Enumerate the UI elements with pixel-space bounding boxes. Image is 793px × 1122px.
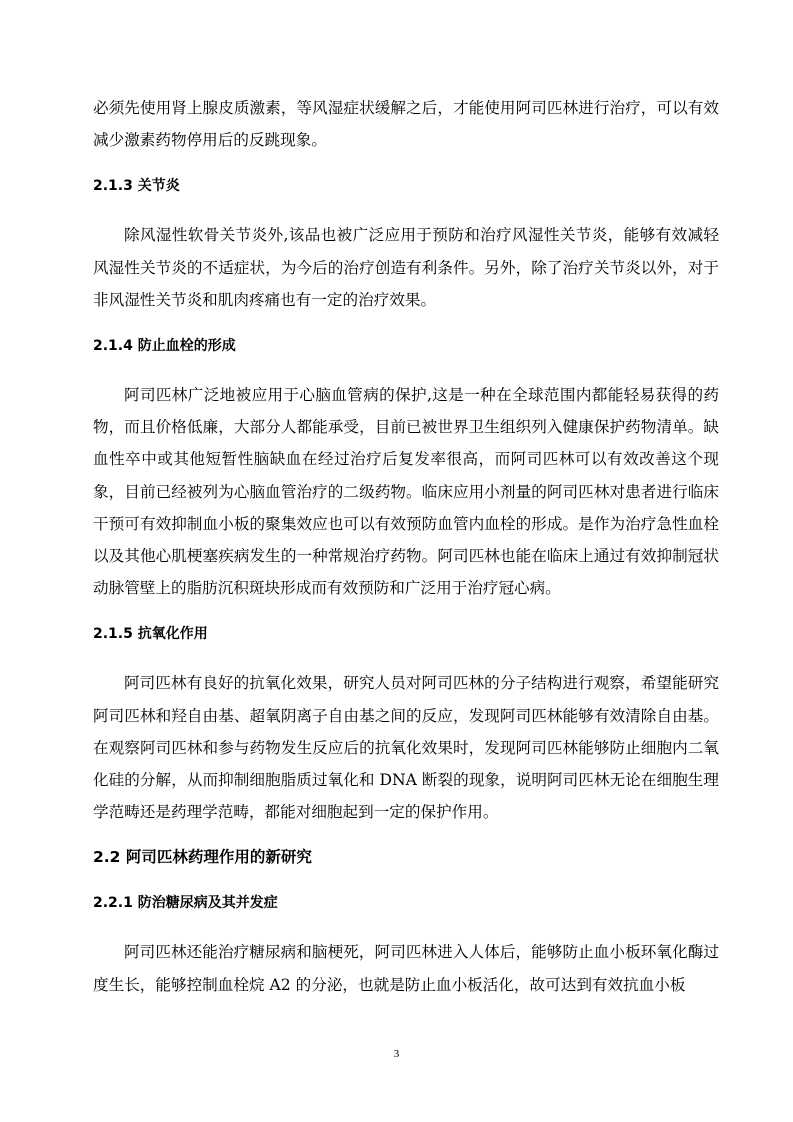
paragraph-antioxidant: 阿司匹林有良好的抗氧化效果，研究人员对阿司匹林的分子结构进行观察，希望能研究阿司匹林和羟自由基、超氧阴离子自由基之间的反应，发现阿司匹林能够有效清除自由基。在观察阿司匹林和参与药物发生反应后的抗氧化效果时，发现阿司匹林能够防止细胞内二氧化硅的分解，从而抑制细胞脂质过氧化和 DNA 断裂的现象，说明阿司匹林无论在细胞生理学范畴还是药理学范畴，都能对细胞起到一定的保护作用。 [93,674,719,822]
page-number: 3 [393,1048,400,1060]
heading-2-1-5-antioxidant: 2.1.5 抗氧化作用 [93,626,208,643]
paragraph-thrombosis: 阿司匹林广泛地被应用于心脑血管病的保护,这是一种在全球范围内都能轻易获得的药物，而且价格低廉，大部分人都能承受，目前已被世界卫生组织列入健康保护药物清单。缺血性卒中或其他短暂性脑缺血在经过治疗后复发率很高，而阿司匹林可以有效改善这个现象，目前已经被列为心脑血管治疗的二级药物。临床应用小剂量的阿司匹林对患者进行临床干预可有效抑制血小板的聚集效应也可以有效预防血管内血栓的形成。是作为治疗急性血栓以及其他心肌梗塞疾病发生的一种常规治疗药物。阿司匹林也能在临床上通过有效抑制冠状动脉管壁上的脂肪沉积斑块形成而有效预防和广泛用于治疗冠心病。 [93,386,719,598]
heading-2-1-3-arthritis: 2.1.3 关节炎 [93,178,180,195]
heading-2-2-new-research: 2.2 阿司匹林药理作用的新研究 [93,848,312,867]
paragraph-diabetes: 阿司匹林还能治疗糖尿病和脑梗死，阿司匹林进入人体后，能够防止血小板环氧化酶过度生长，能够控制血栓烷 A2 的分泌，也就是防止血小板活化，故可达到有效抗血小板 [93,943,719,994]
heading-2-2-1-diabetes: 2.2.1 防治糖尿病及其并发症 [93,895,278,912]
paragraph-arthritis: 除风湿性软骨关节炎外,该品也被广泛应用于预防和治疗风湿性关节炎，能够有效减轻风湿性关节炎的不适症状，为今后的治疗创造有利条件。另外，除了治疗关节炎以外，对于非风湿性关节炎和肌肉疼痛也有一定的治疗效果。 [93,226,719,309]
heading-2-1-4-thrombosis: 2.1.4 防止血栓的形成 [93,338,236,355]
document-body [93,92,719,1001]
paragraph-continuation: 必须先使用肾上腺皮质激素，等风湿症状缓解之后，才能使用阿司匹林进行治疗，可以有效减少激素药物停用后的反跳现象。 [93,99,719,150]
